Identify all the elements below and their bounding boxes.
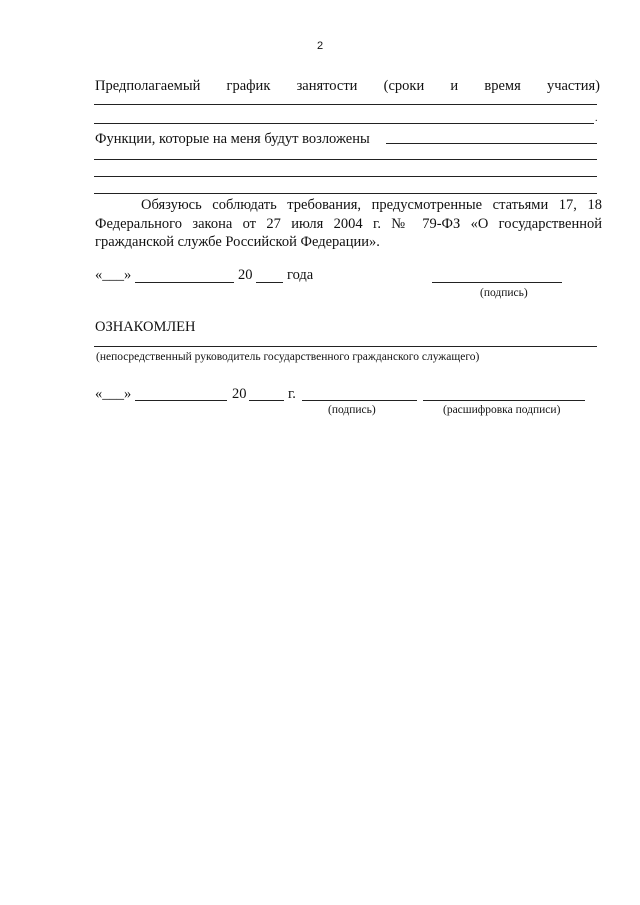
page-number: 2 <box>316 40 324 52</box>
obligation-paragraph: Обязуюсь соблюдать требования, предусмотренные статьями 17, 18 Федерального закона от 27 июля 2004 г. № 79-ФЗ «О государственной гражданской службе Российской Федерации». <box>95 197 602 250</box>
employment-fill-line-2[interactable] <box>94 123 594 124</box>
date-day-1[interactable]: «___» <box>95 267 132 283</box>
employment-schedule-label <box>95 77 600 95</box>
decoding-caption-2: (расшифровка подписи) <box>443 404 561 416</box>
date-year-suffix-2: г. <box>288 386 296 402</box>
employment-fill-line-1[interactable] <box>94 104 597 105</box>
employment-word: Предполагаемый <box>95 78 201 94</box>
functions-fill-line-2[interactable] <box>94 176 597 177</box>
date-year-prefix-2: 20 <box>232 386 247 402</box>
supervisor-line[interactable] <box>94 346 597 347</box>
employment-word: (сроки <box>383 78 425 94</box>
date-year-line-1[interactable] <box>256 282 283 283</box>
decoding-line-2[interactable] <box>423 400 585 401</box>
functions-fill-line-1[interactable] <box>94 159 597 160</box>
supervisor-caption: (непосредственный руководитель государственного гражданского служащего) <box>96 351 480 363</box>
date-year-suffix-1: года <box>287 267 314 283</box>
signature-line-2[interactable] <box>302 400 417 401</box>
employment-word: график <box>226 78 271 94</box>
signature-caption-2: (подпись) <box>328 404 376 416</box>
employment-word: и <box>450 78 459 94</box>
employment-word: занятости <box>296 78 358 94</box>
signature-line-1[interactable] <box>432 282 562 283</box>
employment-word: время <box>484 78 521 94</box>
functions-fill-line-inline[interactable] <box>386 143 597 144</box>
signature-caption-1: (подпись) <box>480 287 528 299</box>
employment-word: участия) <box>546 78 600 94</box>
date-month-line-2[interactable] <box>135 400 227 401</box>
acknowledged-title: ОЗНАКОМЛЕН <box>95 319 196 335</box>
functions-label: Функции, которые на меня будут возложены <box>95 131 370 147</box>
date-year-prefix-1: 20 <box>238 267 253 283</box>
date-month-line-1[interactable] <box>135 282 234 283</box>
date-day-2[interactable]: «___» <box>95 386 132 402</box>
date-year-line-2[interactable] <box>249 400 284 401</box>
employment-end-dot: . <box>595 113 598 124</box>
functions-fill-line-3[interactable] <box>94 193 597 194</box>
